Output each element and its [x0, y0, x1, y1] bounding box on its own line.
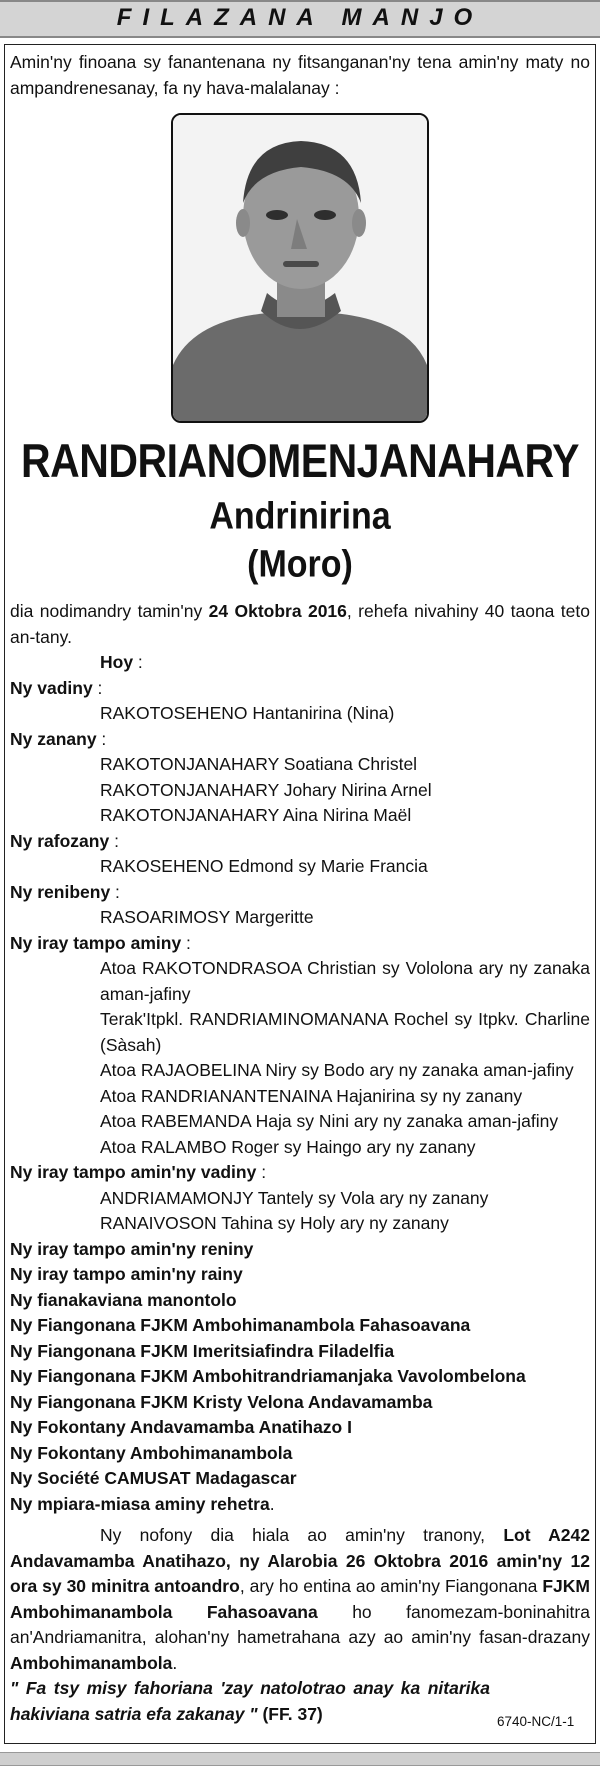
family-member: Atoa RABEMANDA Haja sy Nini ary ny zanaka aman-jafiny	[100, 1111, 559, 1131]
other-mourner: Ny Fiangonana FJKM Ambohimanambola Fahasoavana	[10, 1315, 471, 1335]
funeral-text-2: , ary ho entina ao amin'ny Fiangonana	[239, 1576, 543, 1596]
family-member: RAKOSEHENO Edmond sy Marie Francia	[100, 856, 428, 876]
group-zanany	[10, 727, 590, 829]
hoy-colon: :	[133, 652, 143, 672]
notice-content	[10, 50, 590, 1727]
group-iray-tampo-vadiny-heading	[10, 1160, 590, 1186]
hoy-line	[10, 650, 590, 676]
family-member: ANDRIAMAMONJY Tantely sy Vola ary ny zanany	[100, 1187, 489, 1208]
group-iray-tampo-label: Ny iray tampo aminy	[10, 932, 182, 953]
group-colon: :	[181, 932, 191, 953]
death-after: , rehefa nivahiny 40 taona teto an-tany.	[10, 601, 591, 647]
scripture-quote	[10, 1676, 490, 1727]
group-colon: :	[256, 1162, 267, 1182]
group-iray-tampo-vadiny-label: Ny iray tampo amin'ny vadiny	[10, 1162, 257, 1182]
group-renibeny	[10, 880, 590, 931]
group-vadiny	[10, 676, 590, 727]
deceased-surname: RANDRIANOMENJANAHARY	[21, 434, 579, 488]
group-renibeny-heading	[10, 880, 590, 906]
other-mourner: Ny iray tampo amin'ny rainy	[10, 1264, 243, 1284]
deceased-given-name: Andrinirina	[209, 494, 391, 538]
other-mourner-last	[10, 1492, 590, 1518]
group-colon: :	[96, 728, 107, 749]
group-renibeny-label: Ny renibeny	[10, 881, 111, 902]
family-member: RAKOTONJANAHARY Johary Nirina Arnel	[100, 779, 432, 800]
funeral-text-4: .	[172, 1652, 178, 1673]
group-vadiny-heading	[10, 676, 590, 702]
intro-text: Amin'ny finoana sy fanantenana ny fitsanganan'ny tena amin'ny maty no ampandrenesanay, fa ny hava-malalanay :	[10, 52, 590, 98]
family-member: RASOARIMOSY Margeritte	[100, 907, 314, 927]
family-member: RAKOTONJANAHARY Soatiana Christel	[100, 754, 418, 774]
group-colon: :	[110, 881, 120, 902]
other-mourner: Ny Fiangonana FJKM Imeritsiafindra Filadelfia	[10, 1340, 395, 1361]
group-rafozany-heading	[10, 829, 590, 855]
group-iray-tampo-heading	[10, 931, 590, 957]
other-mourner: Ny Fokontany Ambohimanambola	[10, 1442, 293, 1463]
death-date: 24 Oktobra 2016	[208, 601, 347, 621]
family-member: Atoa RALAMBO Roger sy Haingo ary ny zanany	[100, 1136, 476, 1157]
group-colon: :	[92, 677, 103, 698]
group-vadiny-label: Ny vadiny	[10, 677, 93, 698]
family-member: Atoa RANDRIANANTENAINA Hajanirina sy ny zanany	[100, 1085, 523, 1106]
family-member: Atoa RAJAOBELINA Niry sy Bodo ary ny zanaka aman-jafiny	[100, 1060, 574, 1080]
quote-ref: (FF. 37)	[257, 1703, 323, 1724]
other-mourner: Ny iray tampo amin'ny reniny	[10, 1238, 254, 1259]
funeral-location-time: Lot A242 Andavamamba Anatihazo, ny Alarobia 26 Oktobra 2016 amin'ny 12 ora sy 30 minitra antoandro	[10, 1525, 590, 1596]
footer-band	[0, 1752, 600, 1766]
group-iray-tampo-vadiny	[10, 1160, 590, 1237]
reference-code: 6740-NC/1-1	[497, 1714, 575, 1729]
deceased-nickname: (Moro)	[247, 542, 353, 586]
portrait-image	[173, 115, 427, 421]
group-zanany-heading	[10, 727, 590, 753]
funeral-burial-place: Ambohimanambola	[10, 1652, 173, 1673]
funeral-text-1: Ny nofony dia hiala ao amin'ny tranony,	[100, 1525, 504, 1545]
other-mourners	[10, 1237, 590, 1518]
last-mourner-label: Ny mpiara-miasa aminy rehetra	[10, 1493, 270, 1514]
family-member: RANAIVOSON Tahina sy Holy ary ny zanany	[100, 1213, 449, 1233]
header-title: FILAZANA MANJO	[116, 4, 484, 31]
other-mourner: Ny fianakaviana manontolo	[10, 1289, 237, 1310]
other-mourner: Ny Société CAMUSAT Madagascar	[10, 1468, 297, 1488]
family-member: Terak'Itpkl. RANDRIAMINOMANANA Rochel sy Itpkv. Charline (Sàsah)	[100, 1009, 590, 1055]
group-rafozany	[10, 829, 590, 880]
group-iray-tampo	[10, 931, 590, 1161]
death-before: dia nodimandry tamin'ny	[10, 601, 209, 621]
funeral-church: FJKM Ambohimanambola Fahasoavana	[10, 1576, 590, 1622]
group-rafozany-label: Ny rafozany	[10, 830, 110, 851]
other-mourner: Ny Fiangonana FJKM Ambohitrandriamanjaka Vavolombelona	[10, 1366, 526, 1386]
quote-text: " Fa tsy misy fahoriana 'zay natolotrao anay ka nitarika hakiviana satria efa zakanay "	[10, 1678, 490, 1724]
other-mourner: Ny Fiangonana FJKM Kristy Velona Andavamamba	[10, 1391, 433, 1412]
group-colon: :	[109, 830, 119, 851]
funeral-text-3: ho fanomezam-boninahitra an'Andriamanitra, alohan'ny hametrahana azy ao amin'ny fasan-drazany	[10, 1601, 590, 1647]
family-member: Atoa RAKOTONDRASOA Christian sy Vololona ary ny zanaka aman-jafiny	[100, 958, 590, 1004]
hoy-label: Hoy	[100, 652, 134, 672]
death-statement	[10, 599, 590, 650]
portrait-photo	[171, 113, 429, 423]
family-member: RAKOTOSEHENO Hantanirina (Nina)	[100, 703, 395, 723]
funeral-details	[10, 1523, 590, 1676]
other-mourner: Ny Fokontany Andavamamba Anatihazo I	[10, 1417, 352, 1437]
family-member: RAKOTONJANAHARY Aina Nirina Maël	[100, 805, 412, 825]
last-mourner-end: .	[269, 1493, 275, 1514]
group-zanany-label: Ny zanany	[10, 728, 97, 749]
